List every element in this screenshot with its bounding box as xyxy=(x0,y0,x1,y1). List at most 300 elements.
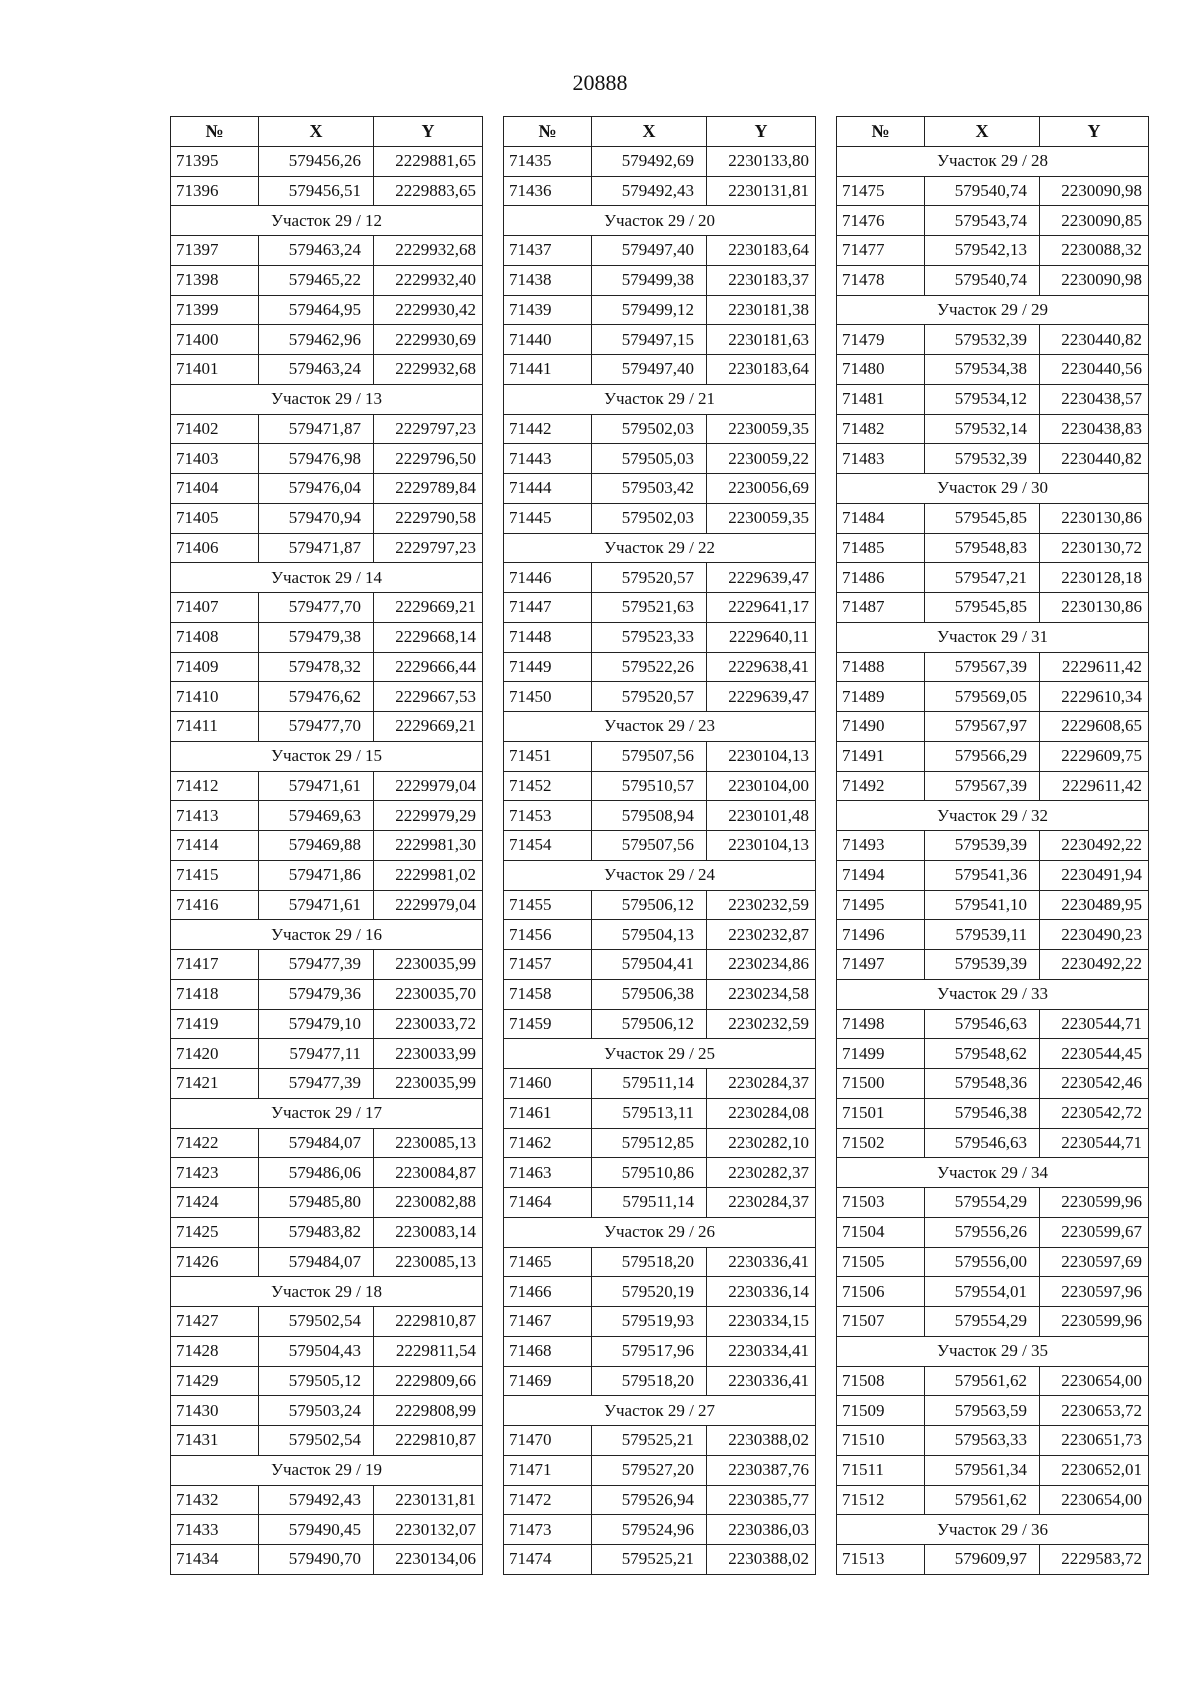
table-row xyxy=(837,712,1149,742)
y-value: 2230059,35 xyxy=(707,503,816,533)
y-value: 2230282,10 xyxy=(707,1128,816,1158)
x-value: 579546,63 xyxy=(925,1009,1040,1039)
table-row xyxy=(504,1277,816,1307)
section-label: Участок 29 / 29 xyxy=(837,295,1149,325)
y-value: 2230336,41 xyxy=(707,1366,816,1396)
x-value: 579469,88 xyxy=(259,831,374,861)
y-value: 2230090,85 xyxy=(1040,206,1149,236)
y-value: 2230440,56 xyxy=(1040,355,1149,385)
x-value: 579471,86 xyxy=(259,860,374,890)
point-number: 71465 xyxy=(504,1247,592,1277)
y-value: 2230059,22 xyxy=(707,444,816,474)
table-row xyxy=(171,593,483,623)
table-row xyxy=(504,503,816,533)
point-number: 71448 xyxy=(504,622,592,652)
x-value: 579526,94 xyxy=(592,1485,707,1515)
y-value: 2230492,22 xyxy=(1040,831,1149,861)
point-number: 71495 xyxy=(837,890,925,920)
point-number: 71422 xyxy=(171,1128,259,1158)
x-value: 579479,36 xyxy=(259,979,374,1009)
point-number: 71467 xyxy=(504,1307,592,1337)
table-row xyxy=(837,831,1149,861)
y-value: 2230385,77 xyxy=(707,1485,816,1515)
y-value: 2229638,41 xyxy=(707,652,816,682)
x-value: 579502,54 xyxy=(259,1307,374,1337)
x-value: 579545,85 xyxy=(925,503,1040,533)
table-row xyxy=(504,682,816,712)
point-number: 71442 xyxy=(504,414,592,444)
x-value: 579542,13 xyxy=(925,236,1040,266)
table-row xyxy=(504,1307,816,1337)
point-number: 71483 xyxy=(837,444,925,474)
point-number: 71449 xyxy=(504,652,592,682)
x-value: 579508,94 xyxy=(592,801,707,831)
section-row xyxy=(171,384,483,414)
y-value: 2230181,38 xyxy=(707,295,816,325)
y-value: 2230088,32 xyxy=(1040,236,1149,266)
y-value: 2229810,87 xyxy=(374,1307,483,1337)
table-row xyxy=(504,176,816,206)
table-row xyxy=(171,682,483,712)
y-value: 2230232,59 xyxy=(707,890,816,920)
table-row xyxy=(504,741,816,771)
table-row xyxy=(171,1485,483,1515)
point-number: 71459 xyxy=(504,1009,592,1039)
x-value: 579502,54 xyxy=(259,1426,374,1456)
table-row xyxy=(504,593,816,623)
table-row xyxy=(504,801,816,831)
x-value: 579477,11 xyxy=(259,1039,374,1069)
table-row xyxy=(171,295,483,325)
y-value: 2230542,46 xyxy=(1040,1069,1149,1099)
x-value: 579532,39 xyxy=(925,444,1040,474)
coordinates-table-right xyxy=(836,116,1149,1575)
x-value: 579464,95 xyxy=(259,295,374,325)
table-row xyxy=(837,384,1149,414)
x-value: 579499,38 xyxy=(592,265,707,295)
y-value: 2230134,06 xyxy=(374,1545,483,1575)
y-value: 2230130,86 xyxy=(1040,593,1149,623)
x-value: 579546,38 xyxy=(925,1098,1040,1128)
y-value: 2229811,54 xyxy=(374,1336,483,1366)
point-number: 71460 xyxy=(504,1069,592,1099)
table-row xyxy=(837,503,1149,533)
table-row xyxy=(504,1128,816,1158)
point-number: 71404 xyxy=(171,474,259,504)
y-value: 2230282,37 xyxy=(707,1158,816,1188)
section-row xyxy=(837,1515,1149,1545)
y-value: 2229667,53 xyxy=(374,682,483,712)
table-row xyxy=(837,1039,1149,1069)
table-row xyxy=(837,890,1149,920)
table-row xyxy=(837,355,1149,385)
x-value: 579476,98 xyxy=(259,444,374,474)
table-row xyxy=(504,1366,816,1396)
header-x: X xyxy=(259,117,374,147)
x-value: 579502,03 xyxy=(592,503,707,533)
table-row xyxy=(504,1545,816,1575)
table-row xyxy=(837,682,1149,712)
table-row xyxy=(171,1069,483,1099)
table-row xyxy=(171,533,483,563)
table-row xyxy=(171,1545,483,1575)
x-value: 579548,62 xyxy=(925,1039,1040,1069)
point-number: 71512 xyxy=(837,1485,925,1515)
table-row xyxy=(171,890,483,920)
section-row xyxy=(504,860,816,890)
x-value: 579521,63 xyxy=(592,593,707,623)
x-value: 579502,03 xyxy=(592,414,707,444)
table-row xyxy=(504,146,816,176)
x-value: 579506,38 xyxy=(592,979,707,1009)
x-value: 579520,57 xyxy=(592,563,707,593)
x-value: 579497,40 xyxy=(592,355,707,385)
x-value: 579540,74 xyxy=(925,265,1040,295)
section-row xyxy=(504,384,816,414)
x-value: 579506,12 xyxy=(592,1009,707,1039)
x-value: 579541,10 xyxy=(925,890,1040,920)
section-row xyxy=(837,474,1149,504)
y-value: 2230597,96 xyxy=(1040,1277,1149,1307)
table-row xyxy=(171,979,483,1009)
point-number: 71440 xyxy=(504,325,592,355)
x-value: 579567,97 xyxy=(925,712,1040,742)
y-value: 2229796,50 xyxy=(374,444,483,474)
x-value: 579499,12 xyxy=(592,295,707,325)
y-value: 2230544,71 xyxy=(1040,1128,1149,1158)
table-row xyxy=(504,652,816,682)
point-number: 71426 xyxy=(171,1247,259,1277)
section-row xyxy=(171,206,483,236)
table-row xyxy=(837,741,1149,771)
table-row xyxy=(504,236,816,266)
x-value: 579539,39 xyxy=(925,950,1040,980)
section-row xyxy=(171,1098,483,1128)
y-value: 2230232,87 xyxy=(707,920,816,950)
y-value: 2230334,41 xyxy=(707,1336,816,1366)
x-value: 579511,14 xyxy=(592,1069,707,1099)
x-value: 579479,10 xyxy=(259,1009,374,1039)
point-number: 71416 xyxy=(171,890,259,920)
table-row xyxy=(504,1098,816,1128)
y-value: 2230084,87 xyxy=(374,1158,483,1188)
table-row xyxy=(171,1009,483,1039)
table-row xyxy=(837,1217,1149,1247)
point-number: 71419 xyxy=(171,1009,259,1039)
y-value: 2230284,08 xyxy=(707,1098,816,1128)
table-row xyxy=(504,1247,816,1277)
x-value: 579525,21 xyxy=(592,1426,707,1456)
table-row xyxy=(171,1336,483,1366)
header-x: X xyxy=(925,117,1040,147)
x-value: 579470,94 xyxy=(259,503,374,533)
x-value: 579477,39 xyxy=(259,950,374,980)
y-value: 2230438,57 xyxy=(1040,384,1149,414)
y-value: 2229669,21 xyxy=(374,593,483,623)
x-value: 579486,06 xyxy=(259,1158,374,1188)
table-row xyxy=(504,1455,816,1485)
section-label: Участок 29 / 14 xyxy=(171,563,483,593)
x-value: 579609,97 xyxy=(925,1545,1040,1575)
y-value: 2230654,00 xyxy=(1040,1485,1149,1515)
point-number: 71455 xyxy=(504,890,592,920)
page-number: 20888 xyxy=(572,70,628,95)
section-row xyxy=(837,295,1149,325)
table-row xyxy=(171,950,483,980)
table-row xyxy=(504,1069,816,1099)
section-row xyxy=(504,533,816,563)
y-value: 2229808,99 xyxy=(374,1396,483,1426)
point-number: 71489 xyxy=(837,682,925,712)
y-value: 2230334,15 xyxy=(707,1307,816,1337)
table-row xyxy=(171,1396,483,1426)
table-row xyxy=(171,1188,483,1218)
section-label: Участок 29 / 27 xyxy=(504,1396,816,1426)
table-row xyxy=(171,414,483,444)
section-row xyxy=(504,1039,816,1069)
point-number: 71421 xyxy=(171,1069,259,1099)
point-number: 71491 xyxy=(837,741,925,771)
x-value: 579518,20 xyxy=(592,1366,707,1396)
table-row xyxy=(837,414,1149,444)
x-value: 579539,11 xyxy=(925,920,1040,950)
point-number: 71499 xyxy=(837,1039,925,1069)
x-value: 579471,87 xyxy=(259,533,374,563)
section-label: Участок 29 / 35 xyxy=(837,1336,1149,1366)
point-number: 71457 xyxy=(504,950,592,980)
table-row xyxy=(504,295,816,325)
x-value: 579534,12 xyxy=(925,384,1040,414)
y-value: 2229611,42 xyxy=(1040,652,1149,682)
y-value: 2230181,63 xyxy=(707,325,816,355)
section-label: Участок 29 / 18 xyxy=(171,1277,483,1307)
table-header-row xyxy=(171,117,483,147)
point-number: 71395 xyxy=(171,146,259,176)
point-number: 71510 xyxy=(837,1426,925,1456)
x-value: 579522,26 xyxy=(592,652,707,682)
point-number: 71494 xyxy=(837,860,925,890)
x-value: 579477,70 xyxy=(259,593,374,623)
x-value: 579554,29 xyxy=(925,1307,1040,1337)
point-number: 71444 xyxy=(504,474,592,504)
point-number: 71473 xyxy=(504,1515,592,1545)
table-row xyxy=(171,236,483,266)
x-value: 579554,01 xyxy=(925,1277,1040,1307)
x-value: 579456,51 xyxy=(259,176,374,206)
section-row xyxy=(171,920,483,950)
table-row xyxy=(171,831,483,861)
x-value: 579462,96 xyxy=(259,325,374,355)
point-number: 71436 xyxy=(504,176,592,206)
section-row xyxy=(837,1158,1149,1188)
y-value: 2230130,86 xyxy=(1040,503,1149,533)
section-row xyxy=(504,206,816,236)
y-value: 2230183,64 xyxy=(707,355,816,385)
y-value: 2229668,14 xyxy=(374,622,483,652)
y-value: 2230104,13 xyxy=(707,831,816,861)
point-number: 71430 xyxy=(171,1396,259,1426)
point-number: 71413 xyxy=(171,801,259,831)
point-number: 71406 xyxy=(171,533,259,563)
table-row xyxy=(504,474,816,504)
x-value: 579511,14 xyxy=(592,1188,707,1218)
table-row xyxy=(837,533,1149,563)
y-value: 2230597,69 xyxy=(1040,1247,1149,1277)
y-value: 2229640,11 xyxy=(707,622,816,652)
table-row xyxy=(837,1426,1149,1456)
point-number: 71447 xyxy=(504,593,592,623)
x-value: 579547,21 xyxy=(925,563,1040,593)
point-number: 71508 xyxy=(837,1366,925,1396)
x-value: 579471,87 xyxy=(259,414,374,444)
y-value: 2230284,37 xyxy=(707,1188,816,1218)
table-row xyxy=(504,444,816,474)
point-number: 71488 xyxy=(837,652,925,682)
x-value: 579517,96 xyxy=(592,1336,707,1366)
y-value: 2230132,07 xyxy=(374,1515,483,1545)
point-number: 71397 xyxy=(171,236,259,266)
x-value: 579503,42 xyxy=(592,474,707,504)
y-value: 2229797,23 xyxy=(374,533,483,563)
x-value: 579512,85 xyxy=(592,1128,707,1158)
point-number: 71396 xyxy=(171,176,259,206)
y-value: 2230492,22 xyxy=(1040,950,1149,980)
x-value: 579465,22 xyxy=(259,265,374,295)
y-value: 2230652,01 xyxy=(1040,1455,1149,1485)
x-value: 579566,29 xyxy=(925,741,1040,771)
table-row xyxy=(504,1515,816,1545)
y-value: 2230090,98 xyxy=(1040,176,1149,206)
y-value: 2229639,47 xyxy=(707,682,816,712)
table-row xyxy=(504,950,816,980)
x-value: 579456,26 xyxy=(259,146,374,176)
point-number: 71466 xyxy=(504,1277,592,1307)
point-number: 71476 xyxy=(837,206,925,236)
table-row xyxy=(837,563,1149,593)
x-value: 579507,56 xyxy=(592,741,707,771)
x-value: 579519,93 xyxy=(592,1307,707,1337)
y-value: 2230056,69 xyxy=(707,474,816,504)
point-number: 71503 xyxy=(837,1188,925,1218)
point-number: 71439 xyxy=(504,295,592,325)
point-number: 71490 xyxy=(837,712,925,742)
x-value: 579505,12 xyxy=(259,1366,374,1396)
y-value: 2229930,42 xyxy=(374,295,483,325)
table-row xyxy=(504,979,816,1009)
table-row xyxy=(171,1128,483,1158)
point-number: 71429 xyxy=(171,1366,259,1396)
point-number: 71428 xyxy=(171,1336,259,1366)
y-value: 2229583,72 xyxy=(1040,1545,1149,1575)
section-row xyxy=(837,146,1149,176)
table-row xyxy=(171,652,483,682)
point-number: 71438 xyxy=(504,265,592,295)
y-value: 2229981,30 xyxy=(374,831,483,861)
y-value: 2230490,23 xyxy=(1040,920,1149,950)
point-number: 71402 xyxy=(171,414,259,444)
point-number: 71414 xyxy=(171,831,259,861)
section-row xyxy=(171,1455,483,1485)
table-row xyxy=(171,474,483,504)
table-row xyxy=(171,355,483,385)
table-row xyxy=(504,325,816,355)
table-row xyxy=(504,1336,816,1366)
y-value: 2230033,99 xyxy=(374,1039,483,1069)
table-row xyxy=(171,1366,483,1396)
y-value: 2230653,72 xyxy=(1040,1396,1149,1426)
table-row xyxy=(837,236,1149,266)
x-value: 579490,45 xyxy=(259,1515,374,1545)
point-number: 71420 xyxy=(171,1039,259,1069)
x-value: 579471,61 xyxy=(259,890,374,920)
x-value: 579490,70 xyxy=(259,1545,374,1575)
table-row xyxy=(837,176,1149,206)
section-label: Участок 29 / 22 xyxy=(504,533,816,563)
point-number: 71487 xyxy=(837,593,925,623)
y-value: 2229881,65 xyxy=(374,146,483,176)
x-value: 579463,24 xyxy=(259,355,374,385)
table-row xyxy=(171,325,483,355)
section-label: Участок 29 / 20 xyxy=(504,206,816,236)
header-x: X xyxy=(592,117,707,147)
x-value: 579554,29 xyxy=(925,1188,1040,1218)
x-value: 579504,43 xyxy=(259,1336,374,1366)
section-row xyxy=(171,741,483,771)
table-row xyxy=(504,1158,816,1188)
table-row xyxy=(171,1158,483,1188)
table-row xyxy=(171,176,483,206)
section-label: Участок 29 / 21 xyxy=(504,384,816,414)
point-number: 71433 xyxy=(171,1515,259,1545)
section-label: Участок 29 / 25 xyxy=(504,1039,816,1069)
y-value: 2230336,41 xyxy=(707,1247,816,1277)
y-value: 2229809,66 xyxy=(374,1366,483,1396)
point-number: 71456 xyxy=(504,920,592,950)
point-number: 71505 xyxy=(837,1247,925,1277)
y-value: 2230440,82 xyxy=(1040,325,1149,355)
section-label: Участок 29 / 16 xyxy=(171,920,483,950)
x-value: 579546,63 xyxy=(925,1128,1040,1158)
x-value: 579545,85 xyxy=(925,593,1040,623)
table-row xyxy=(504,1426,816,1456)
table-row xyxy=(837,1247,1149,1277)
point-number: 71412 xyxy=(171,771,259,801)
section-label: Участок 29 / 13 xyxy=(171,384,483,414)
point-number: 71513 xyxy=(837,1545,925,1575)
point-number: 71470 xyxy=(504,1426,592,1456)
y-value: 2229789,84 xyxy=(374,474,483,504)
x-value: 579569,05 xyxy=(925,682,1040,712)
point-number: 71432 xyxy=(171,1485,259,1515)
point-number: 71480 xyxy=(837,355,925,385)
table-header-row xyxy=(504,117,816,147)
point-number: 71511 xyxy=(837,1455,925,1485)
section-label: Участок 29 / 36 xyxy=(837,1515,1149,1545)
point-number: 71502 xyxy=(837,1128,925,1158)
table-row xyxy=(837,652,1149,682)
y-value: 2229790,58 xyxy=(374,503,483,533)
point-number: 71399 xyxy=(171,295,259,325)
point-number: 71410 xyxy=(171,682,259,712)
x-value: 579497,40 xyxy=(592,236,707,266)
point-number: 71411 xyxy=(171,712,259,742)
x-value: 579527,20 xyxy=(592,1455,707,1485)
y-value: 2230599,67 xyxy=(1040,1217,1149,1247)
table-row xyxy=(837,1485,1149,1515)
point-number: 71451 xyxy=(504,741,592,771)
section-row xyxy=(171,563,483,593)
point-number: 71474 xyxy=(504,1545,592,1575)
